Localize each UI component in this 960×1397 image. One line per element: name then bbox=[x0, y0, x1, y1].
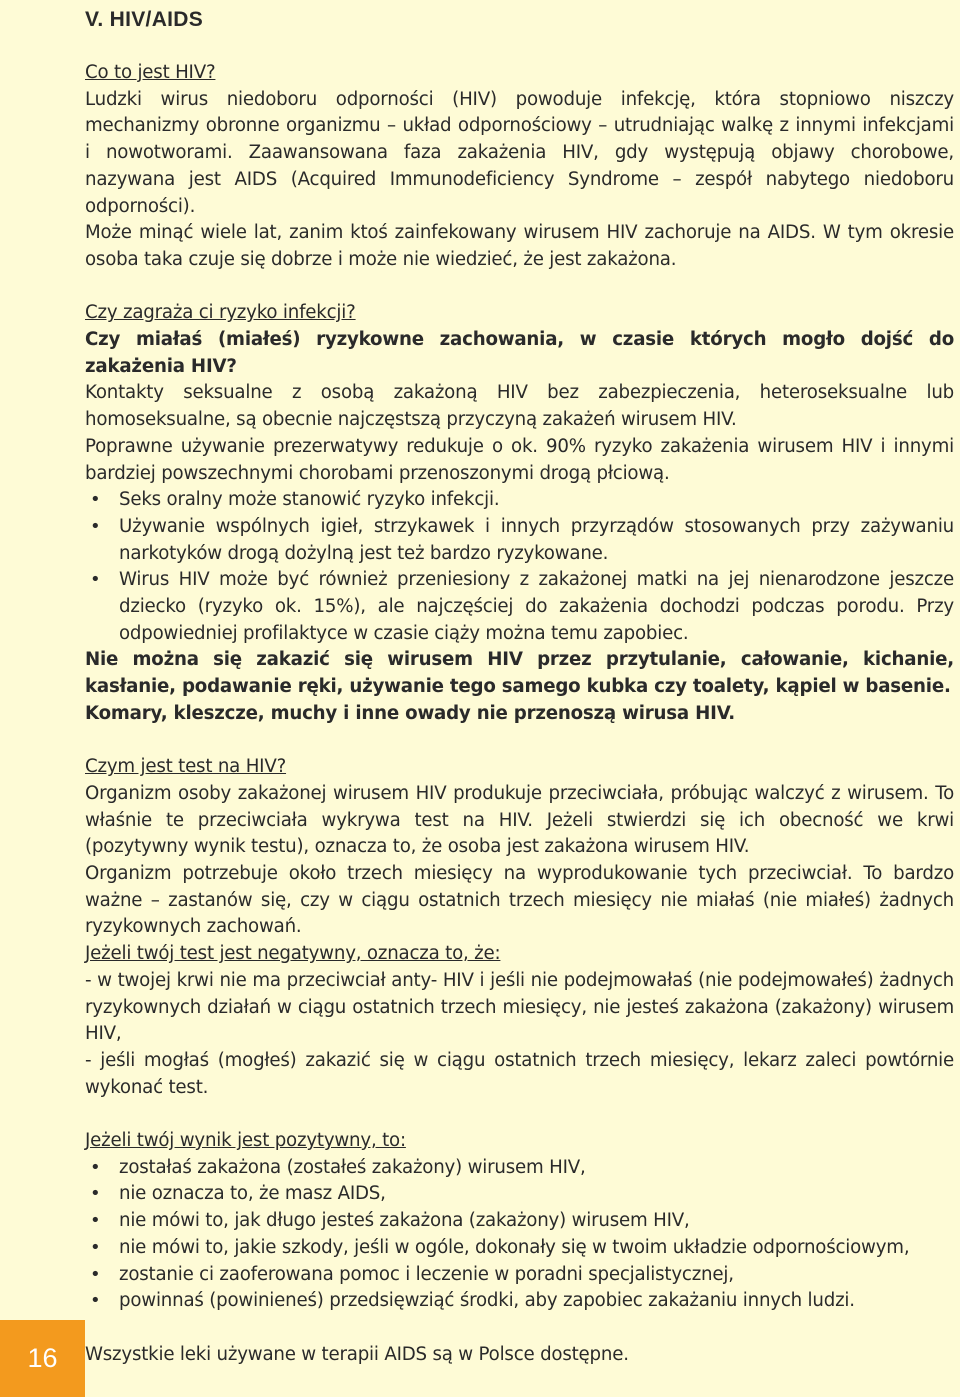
paragraph: - jeśli mogłaś (mogłeś) zakazić się w ciągu ostatnich trzech miesięcy, lekarz zaleci powtórnie wykonać test. bbox=[85, 1049, 954, 1098]
risk-question: Czy miałaś (miałeś) ryzykowne zachowania, w czasie których mogło dojść do zakażenia HIV? bbox=[85, 329, 954, 377]
page-number: 16 bbox=[0, 1320, 85, 1397]
heading-hiv-test: Czym jest test na HIV? bbox=[85, 756, 287, 778]
list-item: • Wirus HIV może być również przeniesiony z zakażonej matki na jej nienarodzone jeszcze dziecko (ryzyko ok. 15%), ale najczęściej do zakażenia dochodzi podczas porodu. Przy odpowiedniej profilaktyce w czasie ciąży można temu zapobiec. bbox=[85, 567, 954, 647]
paragraph: Poprawne używanie prezerwatywy redukuje o ok. 90% ryzyko zakażenia wirusem HIV i innymi bardziej powszechnymi chorobami przenoszonymi drogą płciową. bbox=[85, 435, 954, 484]
heading-what-is-hiv: Co to jest HIV? bbox=[85, 62, 216, 83]
negative-heading: Jeżeli twój test jest negatywny, oznacza to, że: bbox=[85, 943, 501, 965]
list-item: • nie mówi to, jak długo jesteś zakażona (zakażony) wirusem HIV, bbox=[85, 1208, 954, 1235]
paragraph: Organizm potrzebuje około trzech miesięcy na wyprodukowanie tych przeciwciał. To bardzo ważne – zastanów się, czy w ciągu ostatnich trzech miesięcy nie miałaś (nie miałeś) żadnych ryzykownych zachowań. bbox=[85, 863, 954, 938]
positive-list bbox=[85, 1155, 954, 1315]
paragraph: Ludzki wirus niedoboru odporności (HIV) powoduje infekcję, która stopniowo niszczy mechanizmy obronne organizmu – układ odpornościowy – utrudniając walkę z innymi infekcjami i nowotworami. Zaawansowana faza zakażenia HIV, gdy występują objawy chorobowe, nazywana jest AIDS (Acquired Immunodeficiency Syndrome – zespół nabytego niedoboru odporności). bbox=[85, 88, 954, 217]
list-item: • nie oznacza to, że masz AIDS, bbox=[85, 1181, 954, 1208]
paragraph: Organizm osoby zakażonej wirusem HIV produkuje przeciwciała, próbując walczyć z wirusem. To właśnie te przeciwciała wykrywa test na HIV. Jeżeli stwierdzi się ich obecność we krwi (pozytywny wynik testu), oznacza to, że osoba jest zakażona wirusem HIV. bbox=[85, 782, 954, 858]
list-item: • Używanie wspólnych igieł, strzykawek i innych przyrządów stosowanych przy zażywaniu narkotyków drogą dożylną jest też bardzo ryzykowane. bbox=[85, 514, 954, 567]
list-item: • zostanie ci zaoferowana pomoc i leczenie w poradni specjalistycznej, bbox=[85, 1262, 954, 1289]
bold-statement: Nie można się zakazić się wirusem HIV przez przytulanie, całowanie, kichanie, kasłanie, podawanie ręki, używanie tego samego kubka czy toalety, kąpiel w basenie. bbox=[85, 649, 954, 698]
paragraph: Może minąć wiele lat, zanim ktoś zainfekowany wirusem HIV zachoruje na AIDS. W tym okresie osoba taka czuje się dobrze i może nie wiedzieć, że jest zakażona. bbox=[85, 222, 954, 270]
list-item: • zostałaś zakażona (zostałeś zakażony) wirusem HIV, bbox=[85, 1155, 954, 1182]
bold-statement: Komary, kleszcze, muchy i inne owady nie przenoszą wirusa HIV. bbox=[85, 702, 735, 724]
list-item: • Seks oralny może stanowić ryzyko infekcji. bbox=[85, 487, 954, 514]
section-title: V. HIV/AIDS bbox=[85, 8, 204, 31]
paragraph: Kontakty seksualne z osobą zakażoną HIV bez zabezpieczenia, heteroseksualne lub homoseksualne, są obecnie najczęstszą przyczyną zakażeń wirusem HIV. bbox=[85, 382, 954, 431]
paragraph: - w twojej krwi nie ma przeciwciał anty- HIV i jeśli nie podejmowałaś (nie podejmowałeś) żadnych ryzykownych działań w ciągu ostatnich trzech miesięcy, nie jesteś zakażona (zakażony) wirusem HIV, bbox=[85, 969, 954, 1045]
positive-heading: Jeżeli twój wynik jest pozytywny, to: bbox=[85, 1130, 406, 1152]
heading-infection-risk: Czy zagraża ci ryzyko infekcji? bbox=[85, 302, 356, 324]
document-body bbox=[85, 60, 954, 1368]
list-item: • nie mówi to, jakie szkody, jeśli w ogóle, dokonały się w twoim układzie odpornościowym, bbox=[85, 1235, 954, 1262]
list-item: • powinnaś (powinieneś) przedsięwziąć środki, aby zapobiec zakażaniu innych ludzi. bbox=[85, 1288, 954, 1315]
closing-paragraph: Wszystkie leki używane w terapii AIDS są w Polsce dostępne. bbox=[85, 1343, 629, 1365]
risk-list bbox=[85, 487, 954, 647]
